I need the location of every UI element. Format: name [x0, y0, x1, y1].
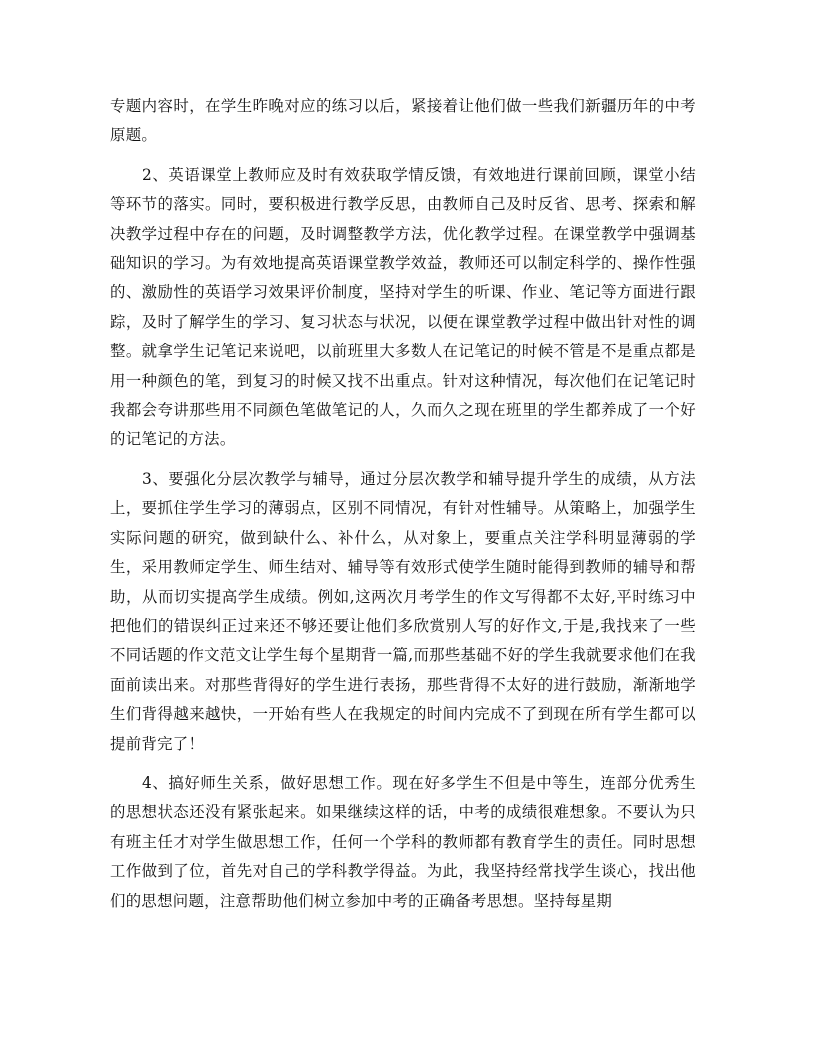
paragraph-2: 2、英语课堂上教师应及时有效获取学情反馈，有效地进行课前回顾，课堂小结等环节的落实。同时，要积极进行教学反思，由教师自己及时反省、思考、探索和解决教学过程中存在的问题，及时调整教学方法，优化教学过程。在课堂教学中强调基础知识的学习。为有效地提高英语课堂教学效益，教师还可以制定科学的、操作性强的、激励性的英语学习效果评价制度，坚持对学生的听课、作业、笔记等方面进行跟踪，及时了解学生的学习、复习状态与状况，以便在课堂教学过程中做出针对性的调整。就拿学生记笔记来说吧，以前班里大多数人在记笔记的时候不管是不是重点都是用一种颜色的笔，到复习的时候又找不出重点。针对这种情况，每次他们在记笔记时我都会夸讲那些用不同颜色笔做笔记的人，久而久之现在班里的学生都养成了一个好的记笔记的方法。 — [110, 165, 696, 449]
paragraph-3: 3、要强化分层次教学与辅导，通过分层次教学和辅导提升学生的成绩，从方法上，要抓住学生学习的薄弱点，区别不同情况，有针对性辅导。从策略上，加强学生实际问题的研究，做到缺什么、补什么，从对象上，要重点关注学科明显薄弱的学生，采用教师定学生、师生结对、辅导等有效形式使学生随时能得到教师的辅导和帮助，从而切实提高学生成绩。例如,这两次月考学生的作文写得都不太好,平时练习中把他们的错误纠正过来还不够还要让他们多欣赏别人写的好作文,于是,我找来了一些不同话题的作文范文让学生每个星期背一篇,而那些基础不好的学生我就要求他们在我面前读出来。对那些背得好的学生进行表扬，那些背得不太好的进行鼓励，渐渐地学生们背得越来越快，一开始有些人在我规定的时间内完成不了到现在所有学生都可以提前背完了！ — [110, 469, 696, 753]
paragraph-1: 专题内容时，在学生昨晚对应的练习以后，紧接着让他们做一些我们新疆历年的中考原题。 — [110, 97, 696, 145]
paragraph-4: 4、搞好师生关系，做好思想工作。现在好多学生不但是中等生，连部分优秀生的思想状态还没有紧张起来。如果继续这样的话，中考的成绩很难想象。不要认为只有班主任才对学生做思想工作，任何一个学科的教师都有教育学生的责任。同时思想工作做到了位，首先对自己的学科教学得益。为此，我坚持经常找学生谈心，找出他们的思想问题，注意帮助他们树立参加中考的正确备考思想。坚持每星期 — [110, 773, 696, 910]
